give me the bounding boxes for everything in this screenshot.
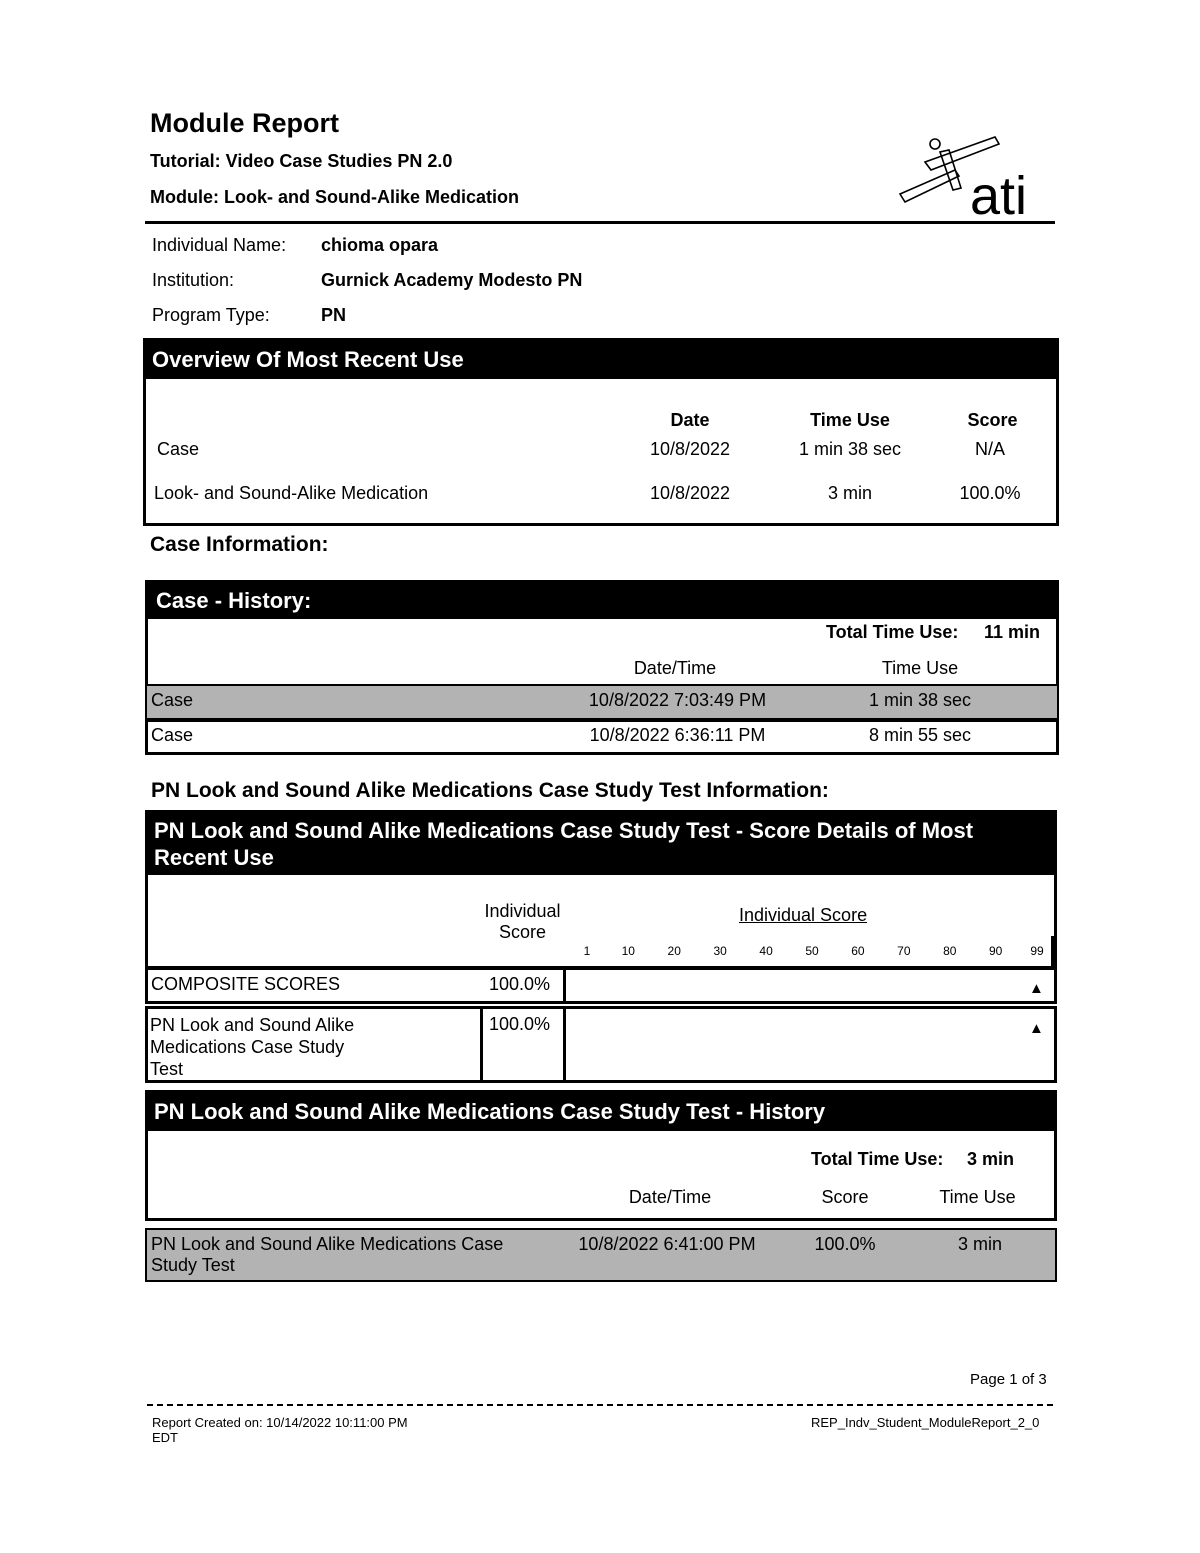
- score-row-name: COMPOSITE SCORES: [151, 974, 341, 994]
- case-info-heading: Case Information:: [150, 533, 329, 556]
- scale-tick-label: 60: [851, 944, 865, 958]
- score-details-title-line2: Recent Use: [154, 845, 274, 870]
- individual-score-col: [470, 901, 575, 943]
- overview-row-date: 10/8/2022: [649, 483, 731, 503]
- test-total-label: Total Time Use:: [811, 1149, 944, 1169]
- scale-tick-label: 20: [667, 944, 681, 958]
- scale-tick-label: 70: [897, 944, 911, 958]
- case-col-datetime: Date/Time: [633, 658, 717, 678]
- institution-label: Institution:: [152, 270, 235, 290]
- column-divider: [563, 1006, 566, 1083]
- header-rule: [145, 221, 1055, 224]
- report-id: REP_Indv_Student_ModuleReport_2_0: [811, 1415, 1040, 1430]
- score-details-title: [148, 813, 1054, 875]
- test-row-time: 3 min: [957, 1234, 1002, 1254]
- test-history-title: PN Look and Sound Alike Medications Case Study Test - History: [148, 1093, 1054, 1131]
- test-col-timeuse: Time Use: [939, 1187, 1016, 1207]
- overview-row-name: Look- and Sound-Alike Medication: [154, 483, 429, 503]
- overview-row-name: Case: [157, 439, 200, 459]
- overview-col-time: Time Use: [810, 410, 890, 430]
- logo-text: ati: [970, 166, 1028, 217]
- test-total-value: 3 min: [967, 1149, 1015, 1169]
- test-row-name-line: PN Look and Sound Alike Medications Case: [151, 1234, 504, 1254]
- case-row-name: Case: [151, 690, 194, 710]
- score-row-name: [150, 1014, 354, 1080]
- case-row-time: 8 min 55 sec: [868, 725, 972, 745]
- report-title: Module Report: [150, 108, 339, 138]
- institution-value: Gurnick Academy Modesto PN: [321, 270, 583, 290]
- percentile-marker-icon: ▲: [1029, 980, 1044, 997]
- case-history-title: Case - History:: [148, 583, 1056, 619]
- test-info-heading: PN Look and Sound Alike Medications Case Study Test Information:: [151, 779, 829, 802]
- overview-row-date: 10/8/2022: [649, 439, 731, 459]
- scale-tick-label: 80: [943, 944, 957, 958]
- score-details-title-line1: PN Look and Sound Alike Medications Case Study Test - Score Details of Most: [154, 818, 974, 843]
- score-row-value: 100.0%: [489, 1014, 551, 1034]
- case-row-datetime: 10/8/2022 6:36:11 PM: [589, 725, 766, 745]
- report-created: [152, 1415, 408, 1445]
- overview-col-date: Date: [670, 410, 710, 430]
- case-row-name: Case: [151, 725, 194, 745]
- individual-score-col-line1: Individual: [484, 901, 561, 921]
- test-row-name: [151, 1234, 503, 1276]
- score-row-name-line: Medications Case Study: [150, 1037, 345, 1057]
- column-divider: [480, 1006, 483, 1083]
- scale-tick-label: 30: [713, 944, 727, 958]
- test-row-name-line: Study Test: [151, 1255, 235, 1275]
- individual-score-col-line2: Score: [498, 922, 547, 942]
- case-col-timeuse: Time Use: [881, 658, 959, 678]
- percentile-marker-icon: ▲: [1029, 1020, 1044, 1037]
- overview-row-time: 3 min: [827, 483, 872, 503]
- scale-tick-label: 1: [583, 944, 591, 958]
- test-row-score: 100.0%: [814, 1234, 876, 1254]
- test-col-datetime: Date/Time: [628, 1187, 712, 1207]
- program-label: Program Type:: [152, 305, 270, 325]
- case-total-value: 11 min: [984, 622, 1041, 642]
- overview-row-time: 1 min 38 sec: [798, 439, 902, 459]
- overview-row-score: 100.0%: [959, 483, 1021, 503]
- scale-tick-label: 90: [988, 944, 1003, 958]
- score-row-name-line: Test: [150, 1059, 184, 1079]
- scale-label: Individual Score: [739, 905, 868, 925]
- module-name: Module: Look- and Sound-Alike Medication: [150, 187, 519, 207]
- overview-col-score: Score: [967, 410, 1018, 430]
- overview-title: Overview Of Most Recent Use: [146, 341, 1056, 379]
- program-value: PN: [321, 305, 347, 325]
- report-created-line: Report Created on: 10/14/2022 10:11:00 PM: [152, 1415, 408, 1430]
- report-created-line: EDT: [152, 1430, 178, 1445]
- scale-tick-label: 50: [805, 944, 819, 958]
- scale-tick-label: 10: [621, 944, 635, 958]
- page-number: Page 1 of 3: [970, 1371, 1047, 1388]
- scale-end-rule: [1051, 936, 1054, 966]
- case-row-datetime: 10/8/2022 7:03:49 PM: [588, 690, 767, 710]
- column-divider: [563, 966, 566, 1004]
- ati-logo: [895, 132, 1060, 217]
- name-label: Individual Name:: [152, 235, 287, 255]
- score-row-name-line: PN Look and Sound Alike: [150, 1015, 355, 1035]
- score-row-value: 100.0%: [489, 974, 551, 994]
- footer-divider: [147, 1404, 1053, 1406]
- case-total-label: Total Time Use:: [826, 622, 959, 642]
- tutorial-name: Tutorial: Video Case Studies PN 2.0: [150, 151, 453, 171]
- scale-tick-label: 99: [1030, 944, 1044, 958]
- name-value: chioma opara: [321, 235, 439, 255]
- test-col-score: Score: [821, 1187, 869, 1207]
- case-row-time: 1 min 38 sec: [868, 690, 972, 710]
- overview-row-score: N/A: [974, 439, 1005, 459]
- scale-tick-label: 40: [759, 944, 773, 958]
- test-row-datetime: 10/8/2022 6:41:00 PM: [578, 1234, 756, 1254]
